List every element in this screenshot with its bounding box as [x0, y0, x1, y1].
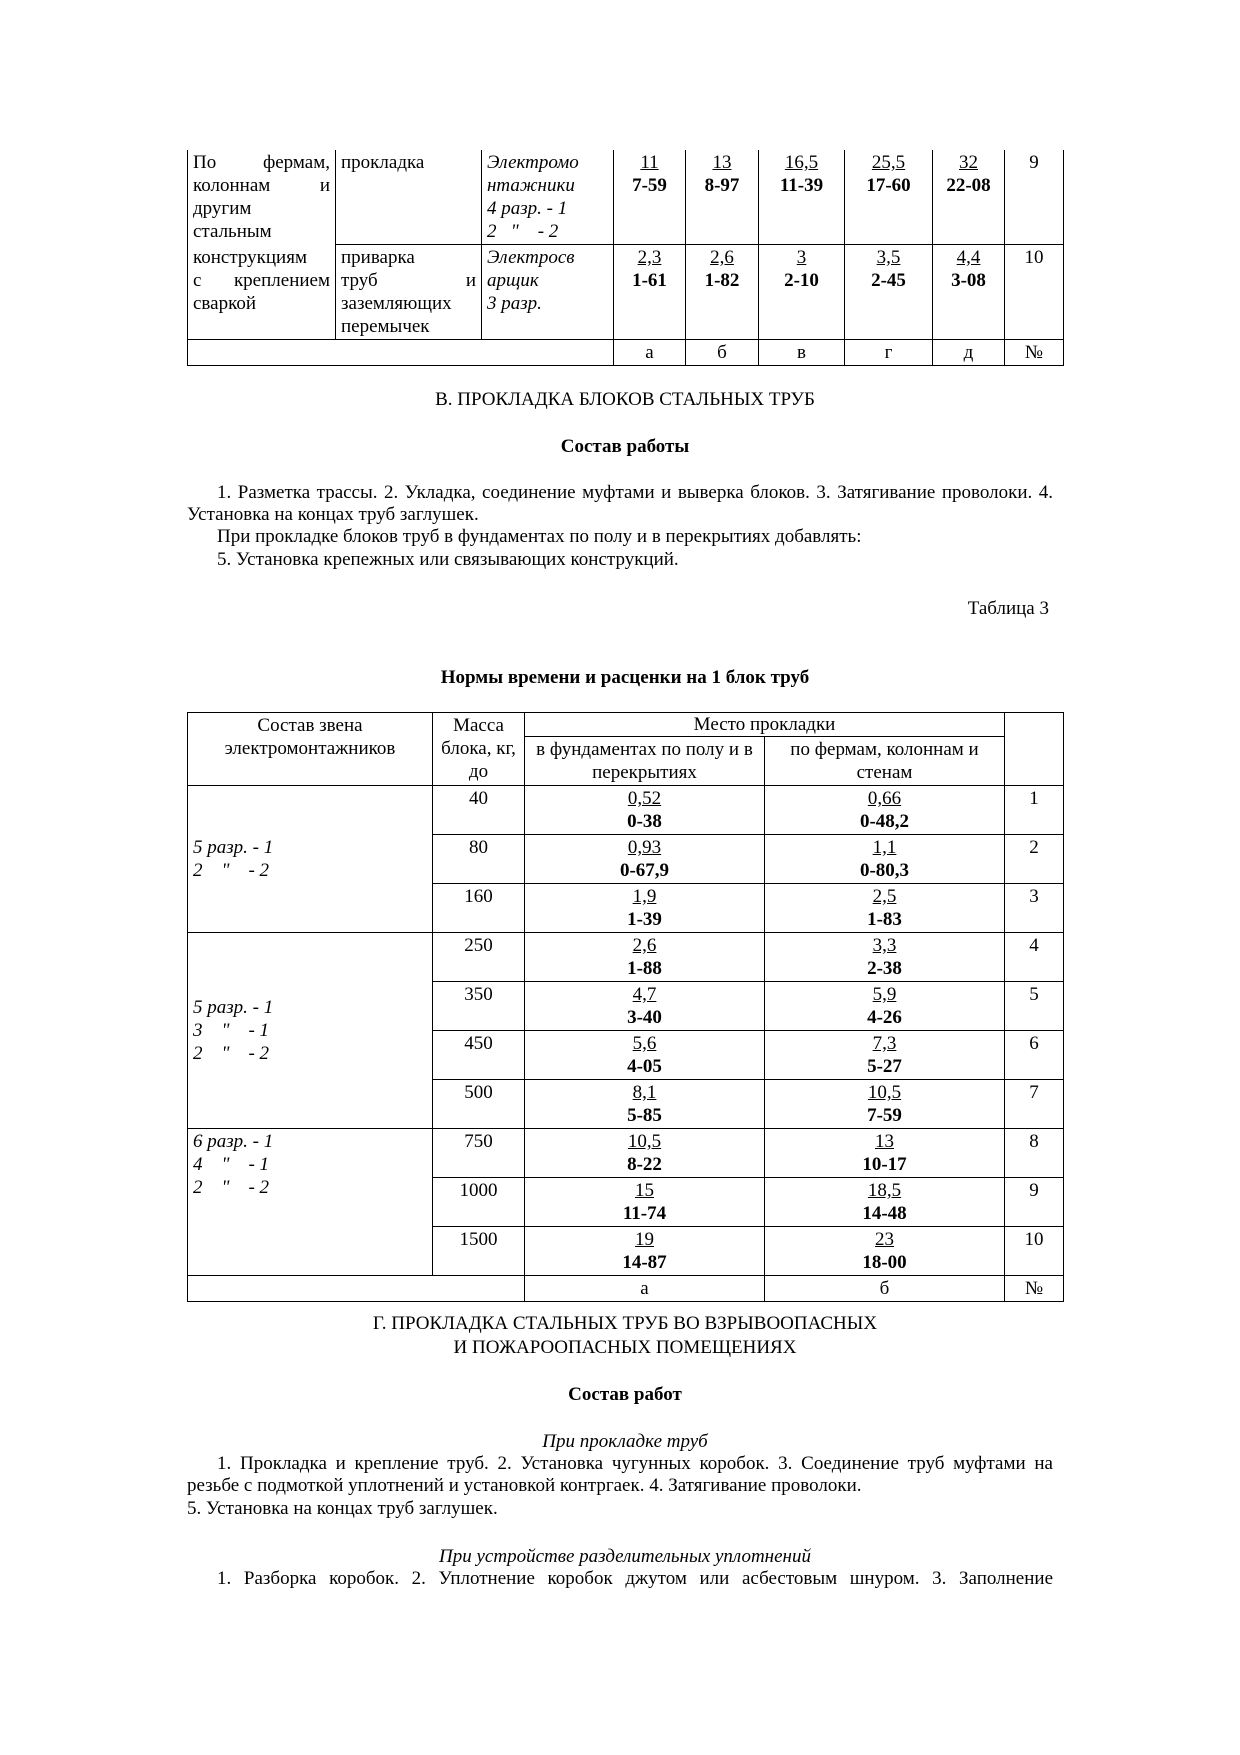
crew-line: Электросв [487, 247, 575, 268]
work-line: труб и [341, 270, 476, 291]
header-foundations: в фундаментах по полу и в перекрытиях [525, 737, 765, 786]
price: 1-61 [632, 270, 667, 291]
price: 3-40 [627, 1007, 662, 1028]
rate-cell [765, 1080, 1005, 1129]
block-mass: 350 [433, 982, 525, 1031]
price: 18-00 [862, 1252, 907, 1273]
time-norm: 2,6 [632, 935, 657, 956]
section-subheading: Состав работы [560, 436, 690, 457]
time-norm: 3 [796, 247, 807, 268]
time-norm: 10,5 [627, 1131, 662, 1152]
time-norm: 5,6 [632, 1033, 657, 1054]
time-norm: 2,3 [637, 247, 662, 268]
time-norm: 16,5 [784, 152, 819, 173]
crew-cell [482, 150, 614, 245]
structure-type-cell [188, 245, 336, 340]
row-number: 3 [1005, 884, 1064, 933]
time-norm: 2,6 [710, 247, 734, 268]
subsection-title: При прокладке труб [542, 1431, 708, 1452]
table-3 [187, 712, 1063, 1302]
time-norm: 32 [959, 152, 978, 173]
price: 0-80,3 [859, 860, 910, 881]
price: 0-67,9 [619, 860, 670, 881]
rate-cell [614, 150, 686, 245]
price: 14-48 [862, 1203, 907, 1224]
work-type-cell [336, 245, 482, 340]
time-norm: 3,3 [872, 935, 897, 956]
column-letter: г [845, 340, 933, 366]
price: 8-22 [627, 1154, 662, 1175]
price: 17-60 [866, 175, 911, 196]
crew-line: арщик [487, 270, 539, 291]
column-letter: в [759, 340, 845, 366]
rate-cell [525, 933, 765, 982]
block-mass: 750 [433, 1129, 525, 1178]
section-heading: В. ПРОКЛАДКА БЛОКОВ СТАЛЬНЫХ ТРУБ [435, 389, 815, 410]
column-letter: б [686, 340, 759, 366]
work-line: заземляющих [341, 293, 452, 314]
structure-line: колоннам и [193, 175, 330, 196]
block-mass: 1000 [433, 1178, 525, 1227]
header-crew: Состав звена электромонтажников [188, 713, 433, 786]
row-number: 10 [1005, 1227, 1064, 1276]
rate-cell [765, 933, 1005, 982]
price: 4-05 [627, 1056, 662, 1077]
column-letter: д [933, 340, 1005, 366]
rate-cell [765, 884, 1005, 933]
column-letter: а [614, 340, 686, 366]
work-line: прокладка [341, 152, 425, 173]
rate-cell [525, 835, 765, 884]
column-number-sign: № [1005, 340, 1064, 366]
paragraph: 1. Прокладка и крепление труб. 2. Установка чугунных коробок. 3. Соединение труб муфтами на резьбе с подмоткой уплотнений и установкой контргаек. 4. Затягивание проволоки. [187, 1453, 1053, 1496]
rate-cell [686, 245, 759, 340]
crew-line: 4 " - 1 [193, 1154, 270, 1175]
top-rates-table [187, 150, 1063, 366]
block-mass: 40 [433, 786, 525, 835]
table-row [188, 786, 1064, 835]
work-line: перемычек [341, 316, 430, 337]
price: 2-38 [867, 958, 902, 979]
block-mass: 160 [433, 884, 525, 933]
time-norm: 0,93 [627, 837, 662, 858]
row-number: 7 [1005, 1080, 1064, 1129]
footer-blank-cell [188, 340, 614, 366]
time-norm: 1,1 [872, 837, 897, 858]
rate-cell [525, 786, 765, 835]
rate-cell [525, 1080, 765, 1129]
rate-cell [759, 245, 845, 340]
table-title: Нормы времени и расценки на 1 блок труб [440, 667, 810, 688]
row-number: 1 [1005, 786, 1064, 835]
price: 1-83 [867, 909, 902, 930]
rate-cell [686, 150, 759, 245]
rate-cell [845, 245, 933, 340]
time-norm: 8,1 [632, 1082, 657, 1103]
price: 5-27 [867, 1056, 902, 1077]
row-number: 5 [1005, 982, 1064, 1031]
time-norm: 7,3 [872, 1033, 897, 1054]
time-norm: 13 [712, 152, 732, 173]
crew-line: 3 " - 1 [193, 1020, 270, 1041]
rate-cell [614, 245, 686, 340]
rate-cell [933, 245, 1005, 340]
rate-cell [525, 884, 765, 933]
price: 11-39 [779, 175, 824, 196]
rate-cell [525, 1129, 765, 1178]
footer-blank-cell [188, 1276, 525, 1302]
paragraph: 5. Установка крепежных или связывающих конструкций. [217, 549, 679, 570]
block-mass: 1500 [433, 1227, 525, 1276]
row-number: 9 [1005, 1178, 1064, 1227]
crew-line: 2 " - 2 [193, 860, 270, 881]
price: 4-26 [867, 1007, 902, 1028]
column-letter: б [765, 1276, 1005, 1302]
row-number: 8 [1005, 1129, 1064, 1178]
block-mass: 250 [433, 933, 525, 982]
time-norm: 5,9 [872, 984, 897, 1005]
rate-cell [765, 786, 1005, 835]
block-mass: 500 [433, 1080, 525, 1129]
price: 10-17 [862, 1154, 907, 1175]
rate-cell [765, 982, 1005, 1031]
time-norm: 1,9 [632, 886, 657, 907]
crew-cell [482, 245, 614, 340]
block-mass: 80 [433, 835, 525, 884]
price: 1-82 [704, 270, 740, 291]
crew-line: 4 разр. - 1 [487, 198, 568, 219]
price: 7-59 [632, 175, 667, 196]
table-label: Таблица 3 [967, 598, 1049, 619]
crew-line: 3 разр. [487, 293, 542, 314]
section-heading: Г. ПРОКЛАДКА СТАЛЬНЫХ ТРУБ ВО ВЗРЫВООПАСНЫХ [372, 1313, 878, 1334]
rate-cell [525, 1031, 765, 1080]
price: 3-08 [951, 270, 986, 291]
price: 8-97 [704, 175, 740, 196]
crew-line: Электромо [487, 152, 579, 173]
price: 0-48,2 [859, 811, 910, 832]
rate-cell [765, 1031, 1005, 1080]
paragraph: 1. Разметка трассы. 2. Укладка, соединение муфтами и выверка блоков. 3. Затягивание проволоки. 4. Установка на концах труб заглушек. [187, 482, 1053, 525]
crew-line: 6 разр. - 1 [193, 1131, 274, 1152]
structure-line: стальным [193, 221, 272, 242]
row-number: 10 [1005, 245, 1064, 340]
time-norm: 2,5 [872, 886, 897, 907]
structure-line: с креплением [193, 269, 330, 291]
time-norm: 4,7 [632, 984, 657, 1005]
paragraph: 1. Разборка коробок. 2. Уплотнение коробок джутом или асбестовым шнуром. 3. Заполнение [217, 1568, 1053, 1589]
crew-line: 2 " - 2 [193, 1177, 270, 1198]
time-norm: 4,4 [956, 247, 981, 268]
time-norm: 19 [635, 1229, 654, 1250]
structure-line: сваркой [193, 292, 257, 314]
time-norm: 11 [640, 152, 659, 173]
rate-cell [525, 1178, 765, 1227]
price: 14-87 [622, 1252, 667, 1273]
row-number: 2 [1005, 835, 1064, 884]
header-number-blank [1005, 713, 1064, 786]
rate-cell [525, 1227, 765, 1276]
rate-cell [765, 1129, 1005, 1178]
price: 1-39 [627, 909, 662, 930]
structure-line: другим [193, 198, 252, 219]
structure-line: По фермам, [193, 152, 330, 173]
structure-type-cell [188, 150, 336, 245]
time-norm: 13 [875, 1131, 894, 1152]
time-norm: 18,5 [867, 1180, 902, 1201]
rate-cell [765, 1227, 1005, 1276]
column-letter: а [525, 1276, 765, 1302]
price: 11-74 [622, 1203, 667, 1224]
row-number: 4 [1005, 933, 1064, 982]
crew-line: 5 разр. - 1 [193, 837, 274, 858]
time-norm: 0,66 [867, 788, 902, 809]
row-number: 6 [1005, 1031, 1064, 1080]
price: 22-08 [946, 175, 991, 196]
crew-line: нтажники [487, 175, 575, 196]
rate-cell [765, 1178, 1005, 1227]
time-norm: 10,5 [867, 1082, 902, 1103]
rate-cell [845, 150, 933, 245]
header-place: Место прокладки [525, 713, 1005, 737]
crew-composition [188, 1129, 433, 1276]
price: 0-38 [627, 811, 662, 832]
structure-line: конструкциям [193, 246, 307, 268]
paragraph: При прокладке блоков труб в фундаментах по полу и в перекрытиях добавлять: [217, 526, 862, 547]
rate-cell [759, 150, 845, 245]
crew-composition [188, 786, 433, 933]
crew-line: 2 " - 2 [193, 1043, 270, 1064]
block-mass: 450 [433, 1031, 525, 1080]
subsection-title: При устройстве разделительных уплотнений [439, 1546, 811, 1567]
price: 1-88 [627, 958, 662, 979]
paragraph: 5. Установка на концах труб заглушек. [187, 1498, 498, 1519]
time-norm: 23 [875, 1229, 894, 1250]
time-norm: 15 [635, 1180, 654, 1201]
time-norm: 25,5 [871, 152, 906, 173]
price: 2-10 [784, 270, 819, 291]
table-row [188, 933, 1064, 982]
crew-line: 2 " - 2 [487, 221, 559, 242]
time-norm: 0,52 [627, 788, 662, 809]
row-number: 9 [1005, 150, 1064, 245]
rate-cell [933, 150, 1005, 245]
price: 2-45 [871, 270, 906, 291]
work-type-cell [336, 150, 482, 245]
rate-cell [765, 835, 1005, 884]
price: 7-59 [867, 1105, 902, 1126]
header-mass: Масса блока, кг, до [433, 713, 525, 786]
crew-line: 5 разр. - 1 [193, 997, 274, 1018]
table-row [188, 1129, 1064, 1178]
work-line: приварка [341, 247, 415, 268]
header-farms: по фермам, колоннам и стенам [765, 737, 1005, 786]
section-subheading: Состав работ [568, 1384, 682, 1405]
time-norm: 3,5 [876, 247, 901, 268]
crew-composition [188, 933, 433, 1129]
section-heading: И ПОЖАРООПАСНЫХ ПОМЕЩЕНИЯХ [453, 1337, 797, 1358]
price: 5-85 [627, 1105, 662, 1126]
rate-cell [525, 982, 765, 1031]
column-number-sign: № [1005, 1276, 1064, 1302]
